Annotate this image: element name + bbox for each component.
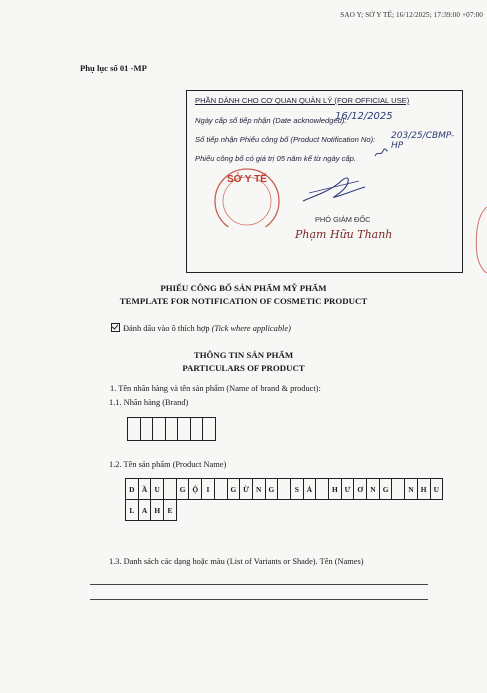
letter-cell <box>214 478 228 500</box>
checked-box-icon <box>111 323 120 332</box>
appendix-label: Phụ lục số 01 -MP <box>80 63 147 73</box>
letter-cell: N <box>366 478 380 500</box>
letter-cell: U <box>150 478 164 500</box>
seal-edge-icon <box>473 205 487 275</box>
letter-cell <box>127 417 141 441</box>
tick-instruction <box>111 323 291 333</box>
official-use-title: PHẦN DÀNH CHO CƠ QUAN QUẢN LÝ (FOR OFFICIAL USE) <box>195 96 410 105</box>
seal-text: SỞ Y TẾ <box>227 174 267 185</box>
item-1-2-label: 1.2. Tên sản phẩm (Product Name) <box>109 460 227 469</box>
letter-cell: N <box>404 478 418 500</box>
form-title-en: TEMPLATE FOR NOTIFICATION OF COSMETIC PRODUCT <box>119 296 368 306</box>
letter-cell: Ơ <box>353 478 367 500</box>
date-acknowledged-label: Ngày cấp số tiếp nhận (Date acknowledged): <box>195 116 347 125</box>
letter-cell <box>190 417 204 441</box>
official-use-box <box>186 90 463 273</box>
letter-cell: L <box>125 499 139 521</box>
product-name-grid <box>125 478 442 520</box>
letter-cell: D <box>125 478 139 500</box>
brand-boxes <box>127 417 215 441</box>
letter-cell <box>202 417 216 441</box>
validity-label: Phiếu công bố có giá trị 05 năm kể từ ngày cấp. <box>195 154 357 163</box>
section-title-en: PARTICULARS OF PRODUCT <box>182 363 305 373</box>
notification-number-value: 203/25/CBMP-HP <box>391 131 455 151</box>
product-name-row-1 <box>125 478 442 499</box>
letter-cell: I <box>201 478 215 500</box>
digital-copy-stamp: SAO Y; SỞ Y TẾ; 16/12/2025; 17:39:00 +07:00 <box>340 11 483 19</box>
letter-cell <box>163 478 177 500</box>
tick-label-en: (Tick where applicable) <box>211 324 291 333</box>
section-title-vn: THÔNG TIN SẢN PHẨM <box>193 350 294 360</box>
letter-cell <box>277 478 291 500</box>
letter-cell: A <box>138 499 152 521</box>
letter-cell: G <box>265 478 279 500</box>
item-1-1-label: 1.1. Nhãn hàng (Brand) <box>109 398 189 407</box>
letter-cell <box>391 478 405 500</box>
signer-name: Phạm Hữu Thanh <box>295 228 393 241</box>
letter-cell: Ừ <box>239 478 253 500</box>
item-1-3-label: 1.3. Danh sách các dạng hoặc màu (List of Variants or Shade). Tên (Names) <box>109 557 364 566</box>
date-acknowledged-value: 16/12/2025 <box>335 111 393 122</box>
signer-role: PHÓ GIÁM ĐỐC <box>315 215 371 224</box>
letter-cell <box>152 417 166 441</box>
letter-cell: H <box>417 478 431 500</box>
letter-cell <box>315 478 329 500</box>
letter-cell: Ầ <box>138 478 152 500</box>
letter-cell: S <box>290 478 304 500</box>
letter-cell: H <box>328 478 342 500</box>
letter-cell <box>165 417 179 441</box>
variant-line-1 <box>90 584 428 585</box>
letter-cell: N <box>252 478 266 500</box>
form-title-vn: PHIẾU CÔNG BỐ SẢN PHẨM MỸ PHẨM <box>160 283 327 293</box>
item-1-label: 1. Tên nhãn hàng và tên sản phẩm (Name of brand & product): <box>110 384 321 393</box>
initial-mark-icon <box>374 148 388 158</box>
letter-cell: Ư <box>341 478 355 500</box>
letter-cell: G <box>379 478 393 500</box>
notification-number-label: Số tiếp nhận Phiếu công bố (Product Notification No): <box>195 135 376 144</box>
signature-icon <box>299 171 369 207</box>
letter-cell: G <box>176 478 190 500</box>
letter-cell: U <box>430 478 444 500</box>
product-name-row-2 <box>125 499 442 520</box>
letter-cell <box>177 417 191 441</box>
letter-cell: H <box>150 499 164 521</box>
tick-label: Đánh dấu vào ô thích hợp <box>123 324 210 333</box>
letter-cell: Ộ <box>188 478 202 500</box>
variant-line-2 <box>90 599 428 600</box>
letter-cell: E <box>163 499 177 521</box>
letter-cell: G <box>227 478 241 500</box>
letter-cell: Ả <box>303 478 317 500</box>
letter-cell <box>140 417 154 441</box>
